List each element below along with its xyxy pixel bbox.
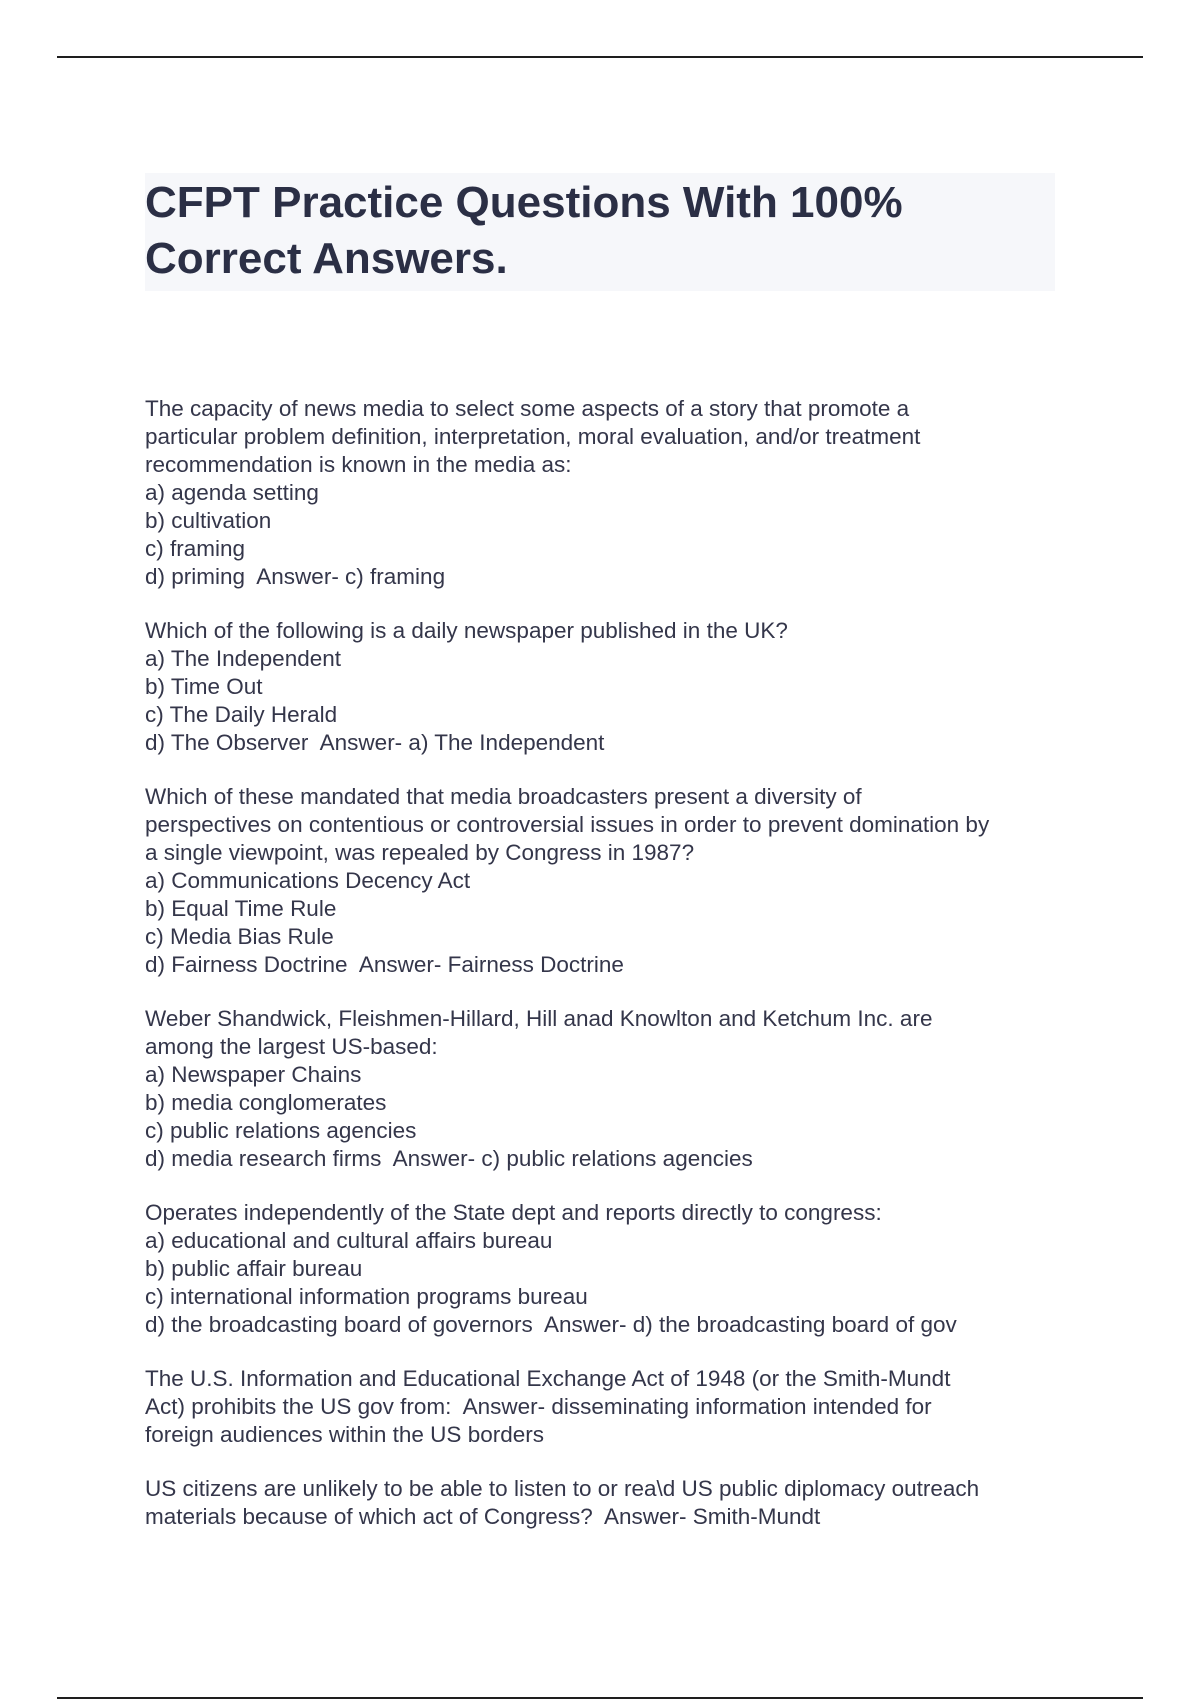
question-text: a single viewpoint, was repealed by Congress in 1987? — [145, 840, 695, 865]
question-block — [145, 617, 1075, 757]
question-block — [145, 783, 1075, 979]
title-line-1: CFPT Practice Questions With 100% — [145, 178, 903, 227]
option-c: c) The Daily Herald — [145, 702, 338, 727]
question-block — [145, 395, 1075, 591]
question-block — [145, 1199, 1075, 1339]
document-title — [145, 173, 1055, 291]
bottom-rule — [57, 1697, 1143, 1699]
question-text: US citizens are unlikely to be able to listen to or rea\d US public diplomacy outreach — [145, 1476, 980, 1501]
title-block — [145, 173, 1055, 291]
option-b: b) cultivation — [145, 508, 272, 533]
option-d-answer: d) priming Answer- c) framing — [145, 564, 446, 589]
option-c: c) Media Bias Rule — [145, 924, 334, 949]
option-a: a) Newspaper Chains — [145, 1062, 362, 1087]
option-c: c) public relations agencies — [145, 1118, 417, 1143]
option-b: b) media conglomerates — [145, 1090, 387, 1115]
option-b: b) Equal Time Rule — [145, 896, 337, 921]
question-text: Which of the following is a daily newspaper published in the UK? — [145, 618, 788, 643]
option-a: a) educational and cultural affairs bureau — [145, 1228, 553, 1253]
question-text: recommendation is known in the media as: — [145, 452, 572, 477]
option-d-answer: d) Fairness Doctrine Answer- Fairness Doctrine — [145, 952, 624, 977]
option-c: c) framing — [145, 536, 246, 561]
question-text: The capacity of news media to select some aspects of a story that promote a — [145, 396, 910, 421]
question-text: Which of these mandated that media broadcasters present a diversity of — [145, 784, 862, 809]
question-text: foreign audiences within the US borders — [145, 1422, 544, 1447]
question-text: Act) prohibits the US gov from: Answer- disseminating information intended for — [145, 1394, 932, 1419]
question-text: materials because of which act of Congress? Answer- Smith-Mundt — [145, 1504, 821, 1529]
question-text: The U.S. Information and Educational Exchange Act of 1948 (or the Smith-Mundt — [145, 1366, 951, 1391]
option-b: b) public affair bureau — [145, 1256, 363, 1281]
option-d-answer: d) media research firms Answer- c) public relations agencies — [145, 1146, 753, 1171]
option-a: a) The Independent — [145, 646, 341, 671]
question-text: among the largest US-based: — [145, 1034, 438, 1059]
question-text: particular problem definition, interpretation, moral evaluation, and/or treatment — [145, 424, 921, 449]
question-block — [145, 1475, 1075, 1531]
question-text: Weber Shandwick, Fleishmen-Hillard, Hill anad Knowlton and Ketchum Inc. are — [145, 1006, 933, 1031]
question-block — [145, 1005, 1075, 1173]
option-a: a) Communications Decency Act — [145, 868, 471, 893]
top-rule — [57, 56, 1143, 58]
option-d-answer: d) the broadcasting board of governors Answer- d) the broadcasting board of gov — [145, 1312, 957, 1337]
option-d-answer: d) The Observer Answer- a) The Independent — [145, 730, 605, 755]
option-c: c) international information programs bureau — [145, 1284, 588, 1309]
question-block — [145, 1365, 1075, 1449]
question-text: Operates independently of the State dept and reports directly to congress: — [145, 1200, 882, 1225]
option-b: b) Time Out — [145, 674, 263, 699]
title-line-2: Correct Answers. — [145, 234, 508, 283]
question-text: perspectives on contentious or controversial issues in order to prevent domination by — [145, 812, 990, 837]
questions-list — [145, 395, 1075, 1557]
option-a: a) agenda setting — [145, 480, 319, 505]
